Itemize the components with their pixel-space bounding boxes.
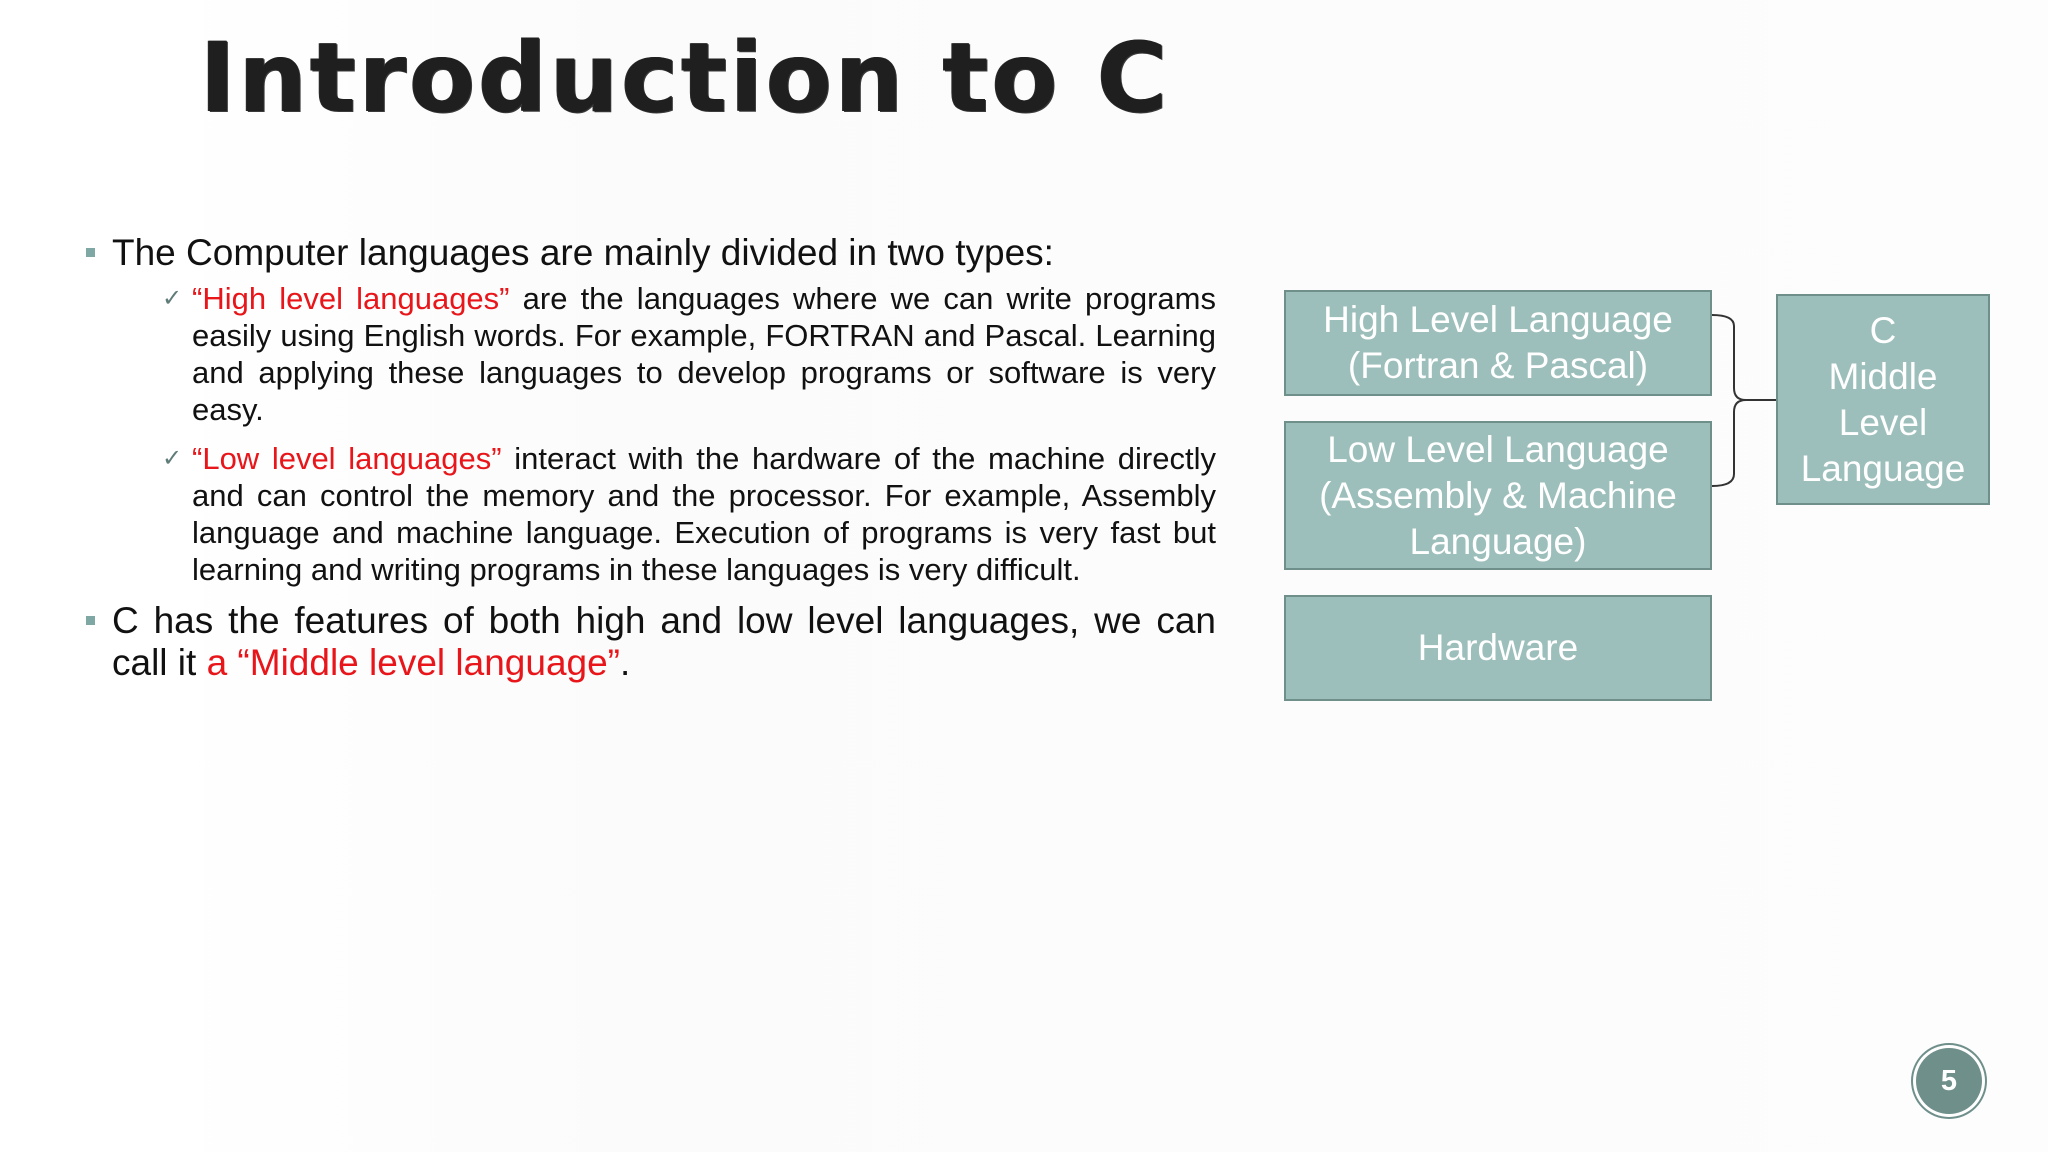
- bullet-language-types: [84, 232, 1216, 588]
- curly-brace-connector: [1710, 310, 1778, 490]
- page-number-badge: 5: [1916, 1048, 1982, 1114]
- low-level-highlight: “Low level languages”: [192, 441, 502, 476]
- box-line: Middle: [1828, 355, 1938, 397]
- slide-content: [84, 232, 1216, 684]
- slide-title: Introduction to C: [200, 22, 1171, 134]
- box-line: Language): [1409, 520, 1587, 562]
- hardware-box: [1284, 595, 1712, 701]
- c-middle-level-box: [1776, 294, 1990, 505]
- low-level-description: interact with the hardware of the machine directly and can control the memory and the processor. For example, Assembly language and machine language. Execution of programs is very fast but learning and writing programs in these languages is very difficult.: [192, 441, 1216, 587]
- high-level-language-box: [1284, 290, 1712, 396]
- high-level-highlight: “High level languages”: [192, 281, 510, 316]
- sub-list: [112, 280, 1216, 588]
- sub-item-high-level: [162, 280, 1216, 428]
- high-level-description: are the languages where we can write programs easily using English words. For example, FORTRAN and Pascal. Learning and applying these languages to develop programs or software is very easy.: [192, 281, 1216, 427]
- box-line: Language: [1800, 447, 1966, 489]
- box-line: C: [1869, 309, 1897, 351]
- square-bullet-icon: [86, 616, 95, 625]
- bullet-c-middle-level: [84, 600, 1216, 684]
- box-line: Low Level Language: [1327, 428, 1669, 470]
- sub-item-low-level: [162, 440, 1216, 588]
- square-bullet-icon: [86, 248, 95, 257]
- bullet-text: The Computer languages are mainly divided in two types:: [112, 232, 1054, 273]
- checkmark-icon: ✓: [162, 445, 183, 472]
- checkmark-icon: ✓: [162, 285, 183, 312]
- middle-level-highlight: a “Middle level language”: [206, 642, 620, 683]
- box-line: High Level Language: [1323, 299, 1673, 340]
- box-line: Hardware: [1417, 627, 1579, 668]
- low-level-language-box: [1284, 421, 1712, 570]
- bullet-text-before: C has the features of both high and low level languages, we can call it: [112, 600, 1216, 683]
- box-line: (Fortran & Pascal): [1347, 345, 1649, 386]
- box-line: Level: [1838, 401, 1928, 443]
- bullet-text-after: .: [620, 642, 631, 683]
- box-line: (Assembly & Machine: [1319, 474, 1677, 516]
